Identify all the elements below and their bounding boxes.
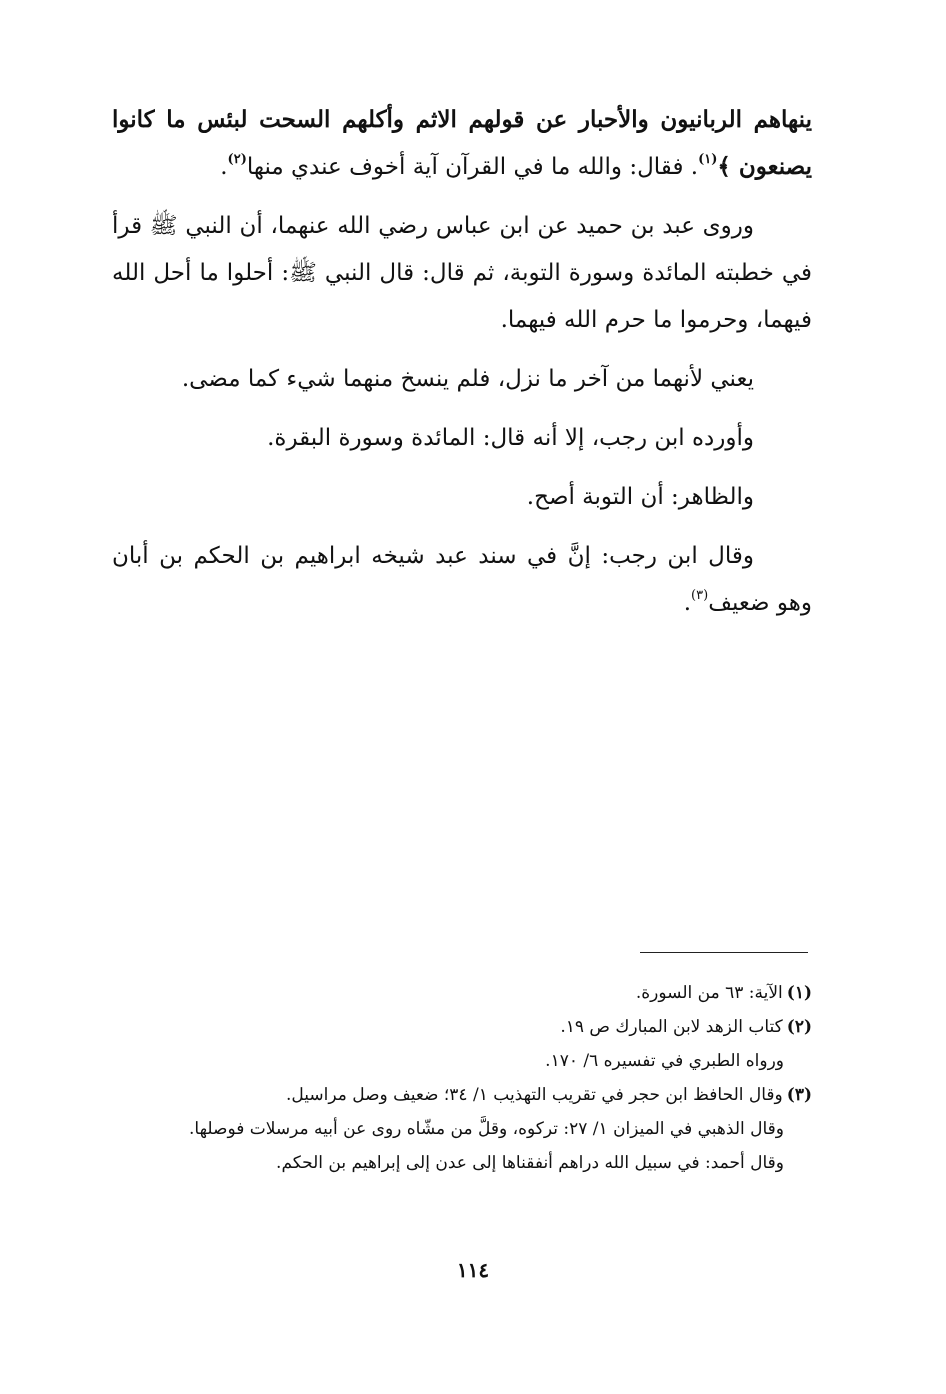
footnote-ref-1: (١) bbox=[698, 152, 718, 168]
paragraph-4: وأورده ابن رجب، إلا أنه قال: المائدة وسورة البقرة. bbox=[267, 425, 754, 451]
paragraph-5: والظاهر: أن التوبة أصح. bbox=[526, 484, 754, 510]
paragraph-3: يعني لأنهما من آخر ما نزل، فلم ينسخ منهما شيء كما مضى. bbox=[181, 366, 754, 392]
footnote-separator bbox=[640, 952, 808, 953]
footnotes bbox=[120, 976, 812, 1180]
footnote-2: (٢)كتاب الزهد لابن المبارك ص ١٩. bbox=[560, 1017, 812, 1037]
paragraph-2: وروى عبد بن حميد عن ابن عباس رضي الله عنهما، أن النبي ﷺ قرأ في خطبته المائدة وسورة التوبة، ثم قال: قال النبي ﷺ: أحلوا ما أحل الله فيهما، وحرموا ما حرم الله فيهما. bbox=[112, 213, 812, 333]
paragraph-6: وقال ابن رجب: إنَّ في سند عبد شيخه ابراهيم بن الحكم بن أبان وهو ضعيف$^{(٣)}$. bbox=[112, 543, 812, 616]
paragraph-1: ينهاهم الربانيون والأحبار عن قولهم الاثم وأكلهم السحت لبئس ما كانوا يصنعون ﴾$^{(١)}$. فقال: والله ما في القرآن آية أخوف عندي منها$^{(٢)}$. bbox=[112, 106, 812, 180]
footnote-ref-2: (٢) bbox=[227, 152, 247, 168]
footnote-ref-3: (٣) bbox=[691, 588, 709, 604]
footnote-3: (٣)وقال الحافظ ابن حجر في تقريب التهذيب ١/ ٣٤؛ ضعيف وصل مراسيل. bbox=[285, 1085, 812, 1105]
footnote-3-continuation-1: وقال الذهبي في الميزان ١/ ٢٧: تركوه، وقلَّ من مشّاه روى عن أبيه مرسلات فوصلها. bbox=[188, 1119, 784, 1139]
paragraph-1-tail: . فقال: والله ما في القرآن آية أخوف عندي منها bbox=[246, 154, 699, 180]
footnote-1: (١)الآية: ٦٣ من السورة. bbox=[635, 983, 812, 1003]
page-number: ١١٤ bbox=[456, 1258, 490, 1282]
main-text bbox=[112, 96, 812, 639]
footnote-3-continuation-2: وقال أحمد: في سبيل الله دراهم أنفقناها إلى عدن إلى إبراهيم بن الحكم. bbox=[276, 1153, 784, 1173]
footnote-2-continuation: ورواه الطبري في تفسيره ٦/ ١٧٠. bbox=[545, 1051, 784, 1071]
quran-verse-text: ينهاهم الربانيون والأحبار عن قولهم الاثم وأكلهم السحت لبئس ما كانوا يصنعون ﴾ bbox=[112, 106, 812, 180]
